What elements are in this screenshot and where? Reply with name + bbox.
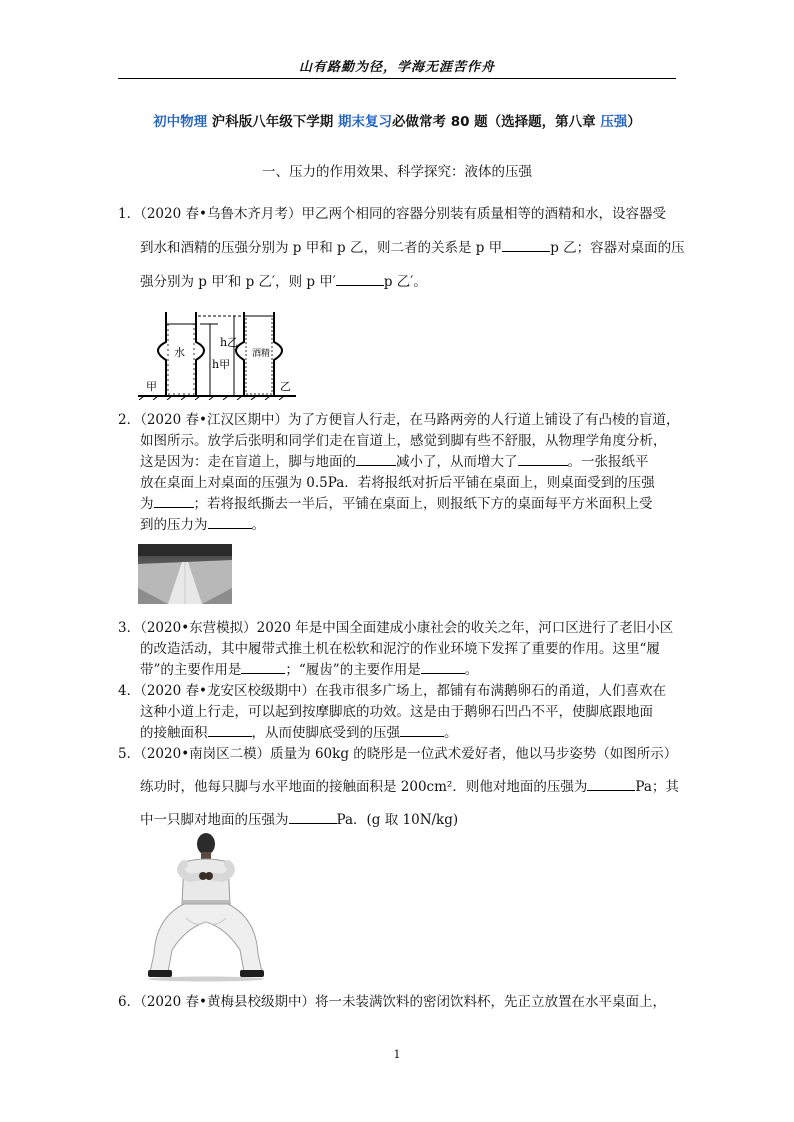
question-text: 。 <box>464 662 479 678</box>
page-number: 1 <box>393 1048 401 1061</box>
question-text: 。一张报纸平 <box>567 454 649 470</box>
document-title <box>118 110 676 130</box>
question-text: （2020 春•黄梅县校级期中）将一未装满饮料的密闭饮料杯，先正立放置在水平桌面上， <box>140 994 666 1010</box>
question-text: 带”的主要作用是 <box>140 662 242 678</box>
title-topic: 压强 <box>600 114 628 130</box>
question-text: 。 <box>251 517 265 533</box>
header-motto: 山有路勤为径，学海无涯苦作舟 <box>298 60 495 75</box>
question-text: 放在桌面上对桌面的压强为 0.5Pa．若将报纸对折后平铺在桌面上，则桌面受到的压强 <box>140 475 655 491</box>
title-desc: 必做常考 80 题（选择题，第八章 <box>392 114 601 130</box>
question-text: 的改造活动，其中履带式推土机在松软和泥泞的作业环境下发挥了重要的作用。这里“履 <box>140 641 660 657</box>
question-text: 。 <box>444 725 458 741</box>
answer-blank[interactable] <box>241 661 285 674</box>
question-5 <box>118 744 678 831</box>
answer-blank[interactable] <box>502 239 550 252</box>
container-jia-label: 甲 <box>146 380 157 393</box>
question-text: （2020 春•龙安区校级期中）在我市很多广场上，都铺有布满鹅卵石的甬道，人们喜欢在 <box>140 683 666 699</box>
question-4 <box>118 681 678 744</box>
tactile-paving-photo <box>138 544 232 604</box>
question-text: 为 <box>140 496 154 512</box>
alcohol-label: 酒精 <box>252 349 271 359</box>
answer-blank[interactable] <box>208 516 252 529</box>
question-2 <box>118 410 678 536</box>
question-number: 2． <box>118 412 141 428</box>
title-close: ） <box>627 114 641 130</box>
question-text: p 乙′。 <box>383 274 427 290</box>
question-text: （2020 春•江汉区期中）为了方便盲人行走，在马路两旁的人行道上铺设了有凸棱的盲道， <box>140 412 680 428</box>
answer-blank[interactable] <box>289 811 337 824</box>
containers-figure <box>138 310 298 400</box>
question-text: Pa．(g 取 10N/kg) <box>336 812 459 828</box>
title-review: 期末复习 <box>338 114 392 130</box>
question-text: p 乙；容器对桌面的压 <box>550 240 685 256</box>
question-text: Pa；其 <box>635 779 679 795</box>
question-text: （2020•南岗区二模）质量为 60kg 的晓彤是一位武术爱好者，他以马步姿势（如图所示） <box>140 746 678 762</box>
question-text: ，从而使脚底受到的压强 <box>251 725 400 741</box>
question-number: 6． <box>118 994 141 1010</box>
question-text: （2020 春•乌鲁木齐月考）甲乙两个相同的容器分别装有质量相等的酒精和水，设容器受 <box>140 206 666 222</box>
question-text: 的接触面积 <box>140 725 208 741</box>
question-text: 到的压力为 <box>140 517 208 533</box>
question-text: ；若将报纸撕去一半后，平铺在桌面上，则报纸下方的桌面每平方米面积上受 <box>193 496 653 512</box>
question-1 <box>118 204 685 292</box>
answer-blank[interactable] <box>154 495 194 508</box>
title-subject: 初中物理 <box>153 114 208 130</box>
title-edition: 沪科版八年级下学期 <box>207 114 338 130</box>
question-3 <box>118 618 678 681</box>
question-text: 如图所示。放学后张明和同学们走在盲道上，感觉到脚有些不舒服，从物理学角度分析， <box>140 433 667 449</box>
container-yi-label: 乙 <box>280 380 291 393</box>
answer-blank[interactable] <box>356 453 396 466</box>
question-text: 这是因为：走在盲道上，脚与地面的 <box>140 454 356 470</box>
question-text: 到水和酒精的压强分别为 p 甲和 p 乙，则二者的关系是 p 甲 <box>140 240 503 256</box>
question-text: 练功时，他每只脚与水平地面的接触面积是 200cm²．则他对地面的压强为 <box>140 779 588 795</box>
height-label-yi: h乙 <box>220 336 239 349</box>
answer-blank[interactable] <box>518 453 568 466</box>
question-text: 中一只脚对地面的压强为 <box>140 812 289 828</box>
question-number: 5． <box>118 746 141 762</box>
answer-blank[interactable] <box>587 778 635 791</box>
answer-blank[interactable] <box>336 273 384 286</box>
question-6 <box>118 992 678 1013</box>
question-number: 4． <box>118 683 141 699</box>
answer-blank[interactable] <box>400 724 444 737</box>
answer-blank[interactable] <box>421 661 465 674</box>
horse-stance-figure <box>146 832 266 982</box>
header-rule <box>118 78 676 79</box>
question-number: 3． <box>118 620 141 636</box>
question-text: 减小了，从而增大了 <box>396 454 518 470</box>
section-heading: 一、压力的作用效果、科学探究：液体的压强 <box>262 164 532 180</box>
answer-blank[interactable] <box>208 724 252 737</box>
question-text: ；“履齿”的主要作用是 <box>285 662 421 678</box>
height-label-jia: h甲 <box>212 358 231 371</box>
question-text: （2020•东营模拟）2020 年是中国全面建成小康社会的收关之年，河口区进行了老旧小区 <box>140 620 674 636</box>
question-text: 强分别为 p 甲′和 p 乙′，则 p 甲′ <box>140 274 336 290</box>
question-number: 1． <box>118 206 141 222</box>
question-text: 这种小道上行走，可以起到按摩脚底的功效。这是由于鹅卵石凹凸不平，使脚底跟地面 <box>140 704 653 720</box>
water-label: 水 <box>174 346 185 359</box>
